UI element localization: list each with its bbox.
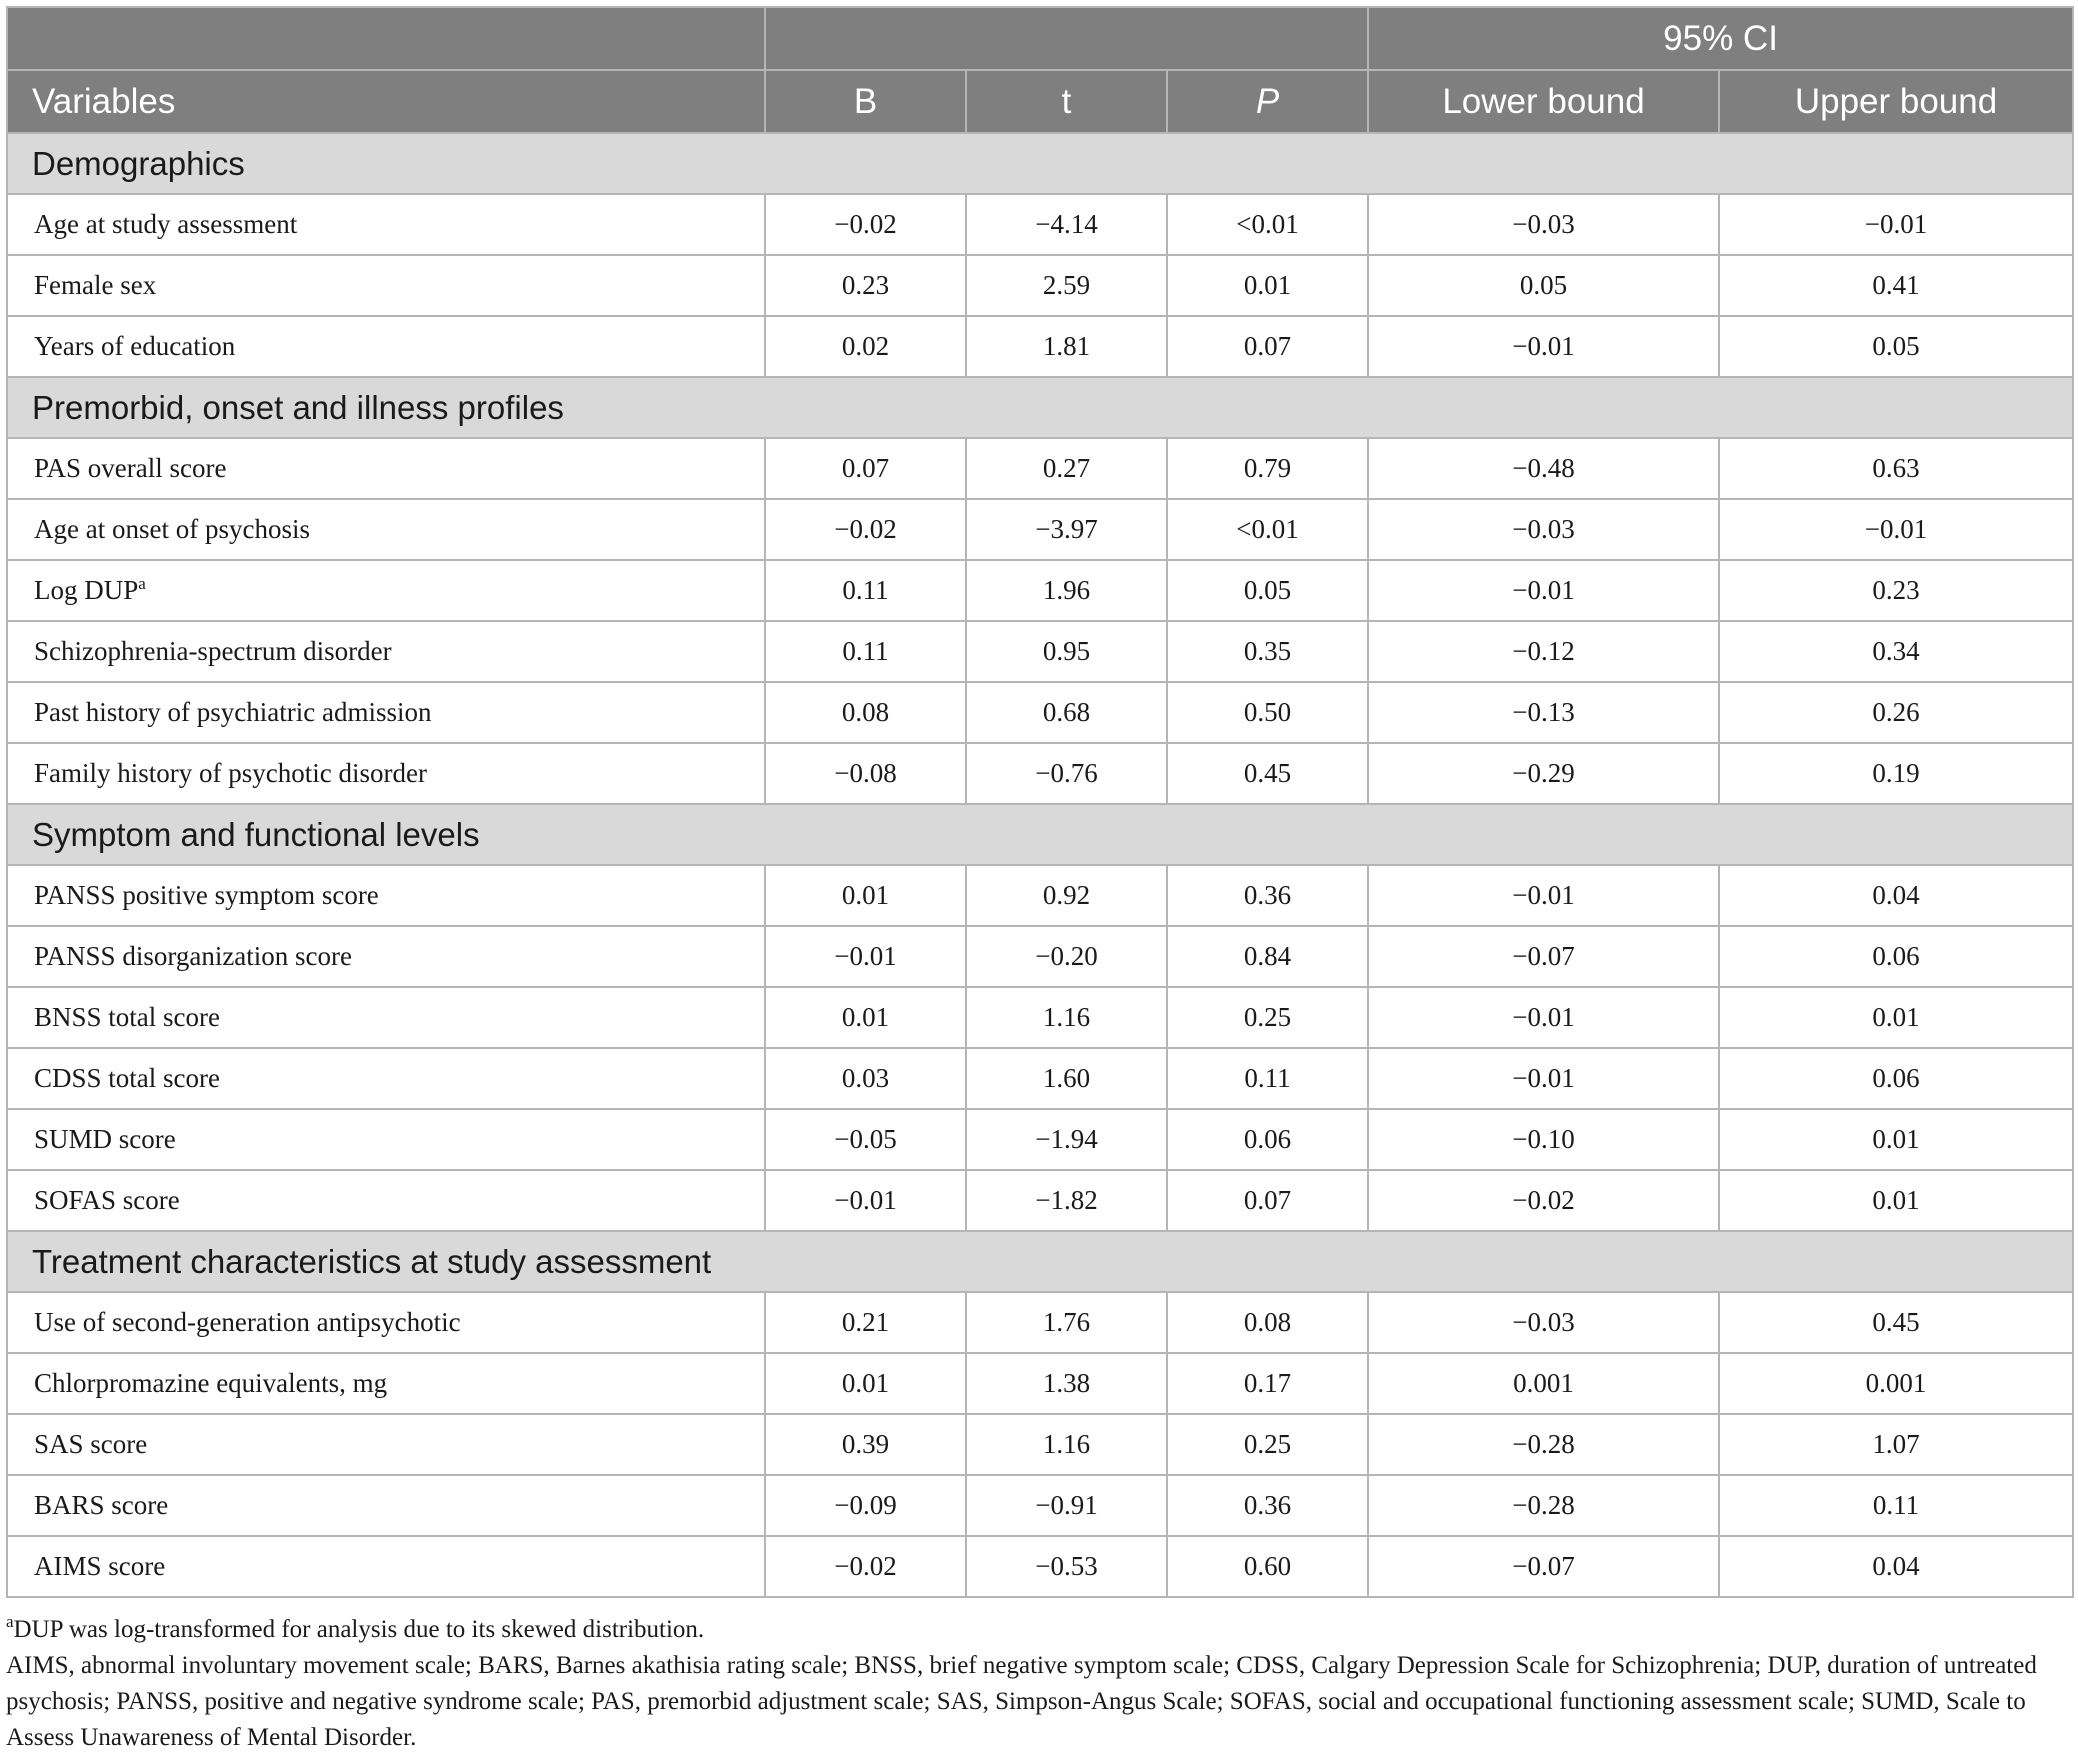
table-row <box>7 1170 2073 1231</box>
cell-variable <box>7 316 765 377</box>
col-header-upper-bound: Upper bound <box>1719 70 2073 133</box>
cell-t: −0.20 <box>966 926 1167 987</box>
cell-lower-bound: −0.07 <box>1368 1536 1719 1597</box>
cell-t: 1.76 <box>966 1292 1167 1353</box>
cell-lower-bound: −0.29 <box>1368 743 1719 804</box>
cell-b: 0.39 <box>765 1414 966 1475</box>
cell-lower-bound: −0.01 <box>1368 865 1719 926</box>
cell-upper-bound: 0.04 <box>1719 1536 2073 1597</box>
table-row <box>7 1109 2073 1170</box>
cell-upper-bound: 0.001 <box>1719 1353 2073 1414</box>
cell-b: −0.01 <box>765 926 966 987</box>
cell-upper-bound: 0.26 <box>1719 682 2073 743</box>
cell-p: 0.50 <box>1167 682 1368 743</box>
table-row <box>7 194 2073 255</box>
cell-lower-bound: −0.01 <box>1368 1048 1719 1109</box>
cell-lower-bound: −0.01 <box>1368 560 1719 621</box>
cell-b: 0.11 <box>765 621 966 682</box>
cell-p: 0.35 <box>1167 621 1368 682</box>
cell-t: 1.81 <box>966 316 1167 377</box>
ci-header: 95% CI <box>1368 7 2073 70</box>
cell-lower-bound: 0.05 <box>1368 255 1719 316</box>
table-row <box>7 621 2073 682</box>
cell-t: 1.38 <box>966 1353 1167 1414</box>
variable-label: BARS score <box>34 1490 169 1520</box>
cell-upper-bound: 0.01 <box>1719 1170 2073 1231</box>
cell-b: 0.01 <box>765 1353 966 1414</box>
table-row <box>7 987 2073 1048</box>
table-row <box>7 1292 2073 1353</box>
cell-variable <box>7 1353 765 1414</box>
cell-p: <0.01 <box>1167 499 1368 560</box>
cell-variable <box>7 438 765 499</box>
variable-label: SOFAS score <box>34 1185 180 1215</box>
cell-t: −1.94 <box>966 1109 1167 1170</box>
cell-p: 0.05 <box>1167 560 1368 621</box>
cell-lower-bound: −0.03 <box>1368 194 1719 255</box>
cell-p: 0.84 <box>1167 926 1368 987</box>
cell-lower-bound: −0.48 <box>1368 438 1719 499</box>
col-header-variables: Variables <box>7 70 765 133</box>
table-row <box>7 1475 2073 1536</box>
cell-lower-bound: 0.001 <box>1368 1353 1719 1414</box>
cell-t: −0.53 <box>966 1536 1167 1597</box>
cell-t: 0.27 <box>966 438 1167 499</box>
variable-label: PANSS disorganization score <box>34 941 353 971</box>
header-row-columns <box>7 70 2073 133</box>
table-row <box>7 1414 2073 1475</box>
variable-label: PANSS positive symptom score <box>34 880 379 910</box>
cell-t: 1.60 <box>966 1048 1167 1109</box>
col-header-lower-bound: Lower bound <box>1368 70 1719 133</box>
variable-label: SUMD score <box>34 1124 176 1154</box>
header-empty-span <box>765 7 1368 70</box>
cell-variable <box>7 987 765 1048</box>
cell-t: 0.95 <box>966 621 1167 682</box>
cell-b: −0.02 <box>765 1536 966 1597</box>
table-row <box>7 1353 2073 1414</box>
cell-upper-bound: 0.34 <box>1719 621 2073 682</box>
cell-upper-bound: 0.41 <box>1719 255 2073 316</box>
variable-label: Family history of psychotic disorder <box>34 758 427 788</box>
cell-p: 0.25 <box>1167 1414 1368 1475</box>
cell-lower-bound: −0.01 <box>1368 316 1719 377</box>
variable-label: Age at study assessment <box>34 209 298 239</box>
footnote-a <box>6 1612 2072 1648</box>
col-header-b: B <box>765 70 966 133</box>
cell-t: −3.97 <box>966 499 1167 560</box>
cell-b: 0.21 <box>765 1292 966 1353</box>
cell-variable <box>7 682 765 743</box>
footnote-a-marker: a <box>6 1612 14 1631</box>
cell-variable <box>7 255 765 316</box>
section-row <box>7 377 2073 438</box>
cell-p: 0.60 <box>1167 1536 1368 1597</box>
cell-t: 1.96 <box>966 560 1167 621</box>
cell-b: −0.01 <box>765 1170 966 1231</box>
footnote-abbreviations: AIMS, abnormal involuntary movement scale; BARS, Barnes akathisia rating scale; BNSS, brief negative symptom scale; CDSS, Calgary Depression Scale for Schizophrenia; DUP, duration of untreated psychosis; PANSS, positive and negative syndrome scale; PAS, premorbid adjustment scale; SAS, Simpson-Angus Scale; SOFAS, social and occupational functioning assessment scale; SUMD, Scale to Assess Unawareness of Mental Disorder. <box>6 1652 2037 1751</box>
cell-p: 0.25 <box>1167 987 1368 1048</box>
cell-lower-bound: −0.10 <box>1368 1109 1719 1170</box>
cell-upper-bound: 0.01 <box>1719 987 2073 1048</box>
regression-table-container <box>6 6 2072 1598</box>
cell-upper-bound: −0.01 <box>1719 499 2073 560</box>
section-title: Demographics <box>7 133 2073 194</box>
cell-lower-bound: −0.28 <box>1368 1414 1719 1475</box>
cell-lower-bound: −0.13 <box>1368 682 1719 743</box>
header-empty-cell <box>7 7 765 70</box>
section-row <box>7 1231 2073 1292</box>
variable-label: Use of second-generation antipsychotic <box>34 1307 461 1337</box>
cell-lower-bound: −0.12 <box>1368 621 1719 682</box>
cell-upper-bound: 0.06 <box>1719 1048 2073 1109</box>
table-row <box>7 682 2073 743</box>
regression-table <box>6 6 2074 1598</box>
cell-upper-bound: 0.23 <box>1719 560 2073 621</box>
cell-b: 0.11 <box>765 560 966 621</box>
cell-t: 1.16 <box>966 987 1167 1048</box>
cell-variable <box>7 560 765 621</box>
cell-p: 0.06 <box>1167 1109 1368 1170</box>
variable-label: Female sex <box>34 270 157 300</box>
table-row <box>7 438 2073 499</box>
cell-variable <box>7 1170 765 1231</box>
cell-upper-bound: 0.11 <box>1719 1475 2073 1536</box>
cell-p: <0.01 <box>1167 194 1368 255</box>
cell-variable <box>7 1048 765 1109</box>
variable-label: Years of education <box>34 331 236 361</box>
variable-label: SAS score <box>34 1429 148 1459</box>
cell-p: 0.01 <box>1167 255 1368 316</box>
col-header-t: t <box>966 70 1167 133</box>
cell-b: 0.02 <box>765 316 966 377</box>
cell-variable <box>7 621 765 682</box>
variable-label: Chlorpromazine equivalents, mg <box>34 1368 388 1398</box>
cell-b: −0.09 <box>765 1475 966 1536</box>
section-title: Premorbid, onset and illness profiles <box>7 377 2073 438</box>
cell-variable <box>7 1475 765 1536</box>
cell-t: 0.68 <box>966 682 1167 743</box>
variable-label: Log DUP <box>34 575 139 605</box>
table-row <box>7 499 2073 560</box>
col-header-p: P <box>1167 70 1368 133</box>
cell-b: 0.23 <box>765 255 966 316</box>
cell-b: −0.05 <box>765 1109 966 1170</box>
cell-upper-bound: 0.06 <box>1719 926 2073 987</box>
cell-p: 0.11 <box>1167 1048 1368 1109</box>
cell-upper-bound: 1.07 <box>1719 1414 2073 1475</box>
cell-t: −1.82 <box>966 1170 1167 1231</box>
cell-p: 0.17 <box>1167 1353 1368 1414</box>
table-footnotes <box>6 1612 2072 1756</box>
cell-p: 0.36 <box>1167 865 1368 926</box>
cell-t: 2.59 <box>966 255 1167 316</box>
cell-p: 0.07 <box>1167 316 1368 377</box>
variable-label: PAS overall score <box>34 453 227 483</box>
cell-t: −0.91 <box>966 1475 1167 1536</box>
cell-b: 0.08 <box>765 682 966 743</box>
table-row <box>7 1048 2073 1109</box>
cell-variable <box>7 1109 765 1170</box>
cell-upper-bound: 0.63 <box>1719 438 2073 499</box>
cell-b: 0.03 <box>765 1048 966 1109</box>
cell-p: 0.36 <box>1167 1475 1368 1536</box>
table-row <box>7 255 2073 316</box>
footnote-a-text: DUP was log-transformed for analysis due to its skewed distribution. <box>13 1616 705 1643</box>
cell-b: 0.01 <box>765 987 966 1048</box>
cell-upper-bound: 0.05 <box>1719 316 2073 377</box>
variable-label: AIMS score <box>34 1551 166 1581</box>
table-body <box>7 133 2073 1597</box>
table-row <box>7 316 2073 377</box>
cell-b: 0.07 <box>765 438 966 499</box>
section-row <box>7 804 2073 865</box>
header-row-ci <box>7 7 2073 70</box>
cell-upper-bound: 0.45 <box>1719 1292 2073 1353</box>
section-title: Symptom and functional levels <box>7 804 2073 865</box>
cell-lower-bound: −0.28 <box>1368 1475 1719 1536</box>
cell-b: −0.02 <box>765 194 966 255</box>
table-row <box>7 560 2073 621</box>
cell-variable <box>7 1536 765 1597</box>
cell-variable <box>7 1414 765 1475</box>
table-row <box>7 865 2073 926</box>
footnote-marker: a <box>138 574 146 593</box>
variable-label: CDSS total score <box>34 1063 220 1093</box>
variable-label: Past history of psychiatric admission <box>34 697 432 727</box>
section-title: Treatment characteristics at study assessment <box>7 1231 2073 1292</box>
variable-label: Schizophrenia-spectrum disorder <box>34 636 392 666</box>
cell-p: 0.45 <box>1167 743 1368 804</box>
cell-variable <box>7 743 765 804</box>
table-row <box>7 1536 2073 1597</box>
variable-label: Age at onset of psychosis <box>34 514 310 544</box>
cell-upper-bound: 0.19 <box>1719 743 2073 804</box>
cell-b: 0.01 <box>765 865 966 926</box>
cell-p: 0.07 <box>1167 1170 1368 1231</box>
table-row <box>7 926 2073 987</box>
cell-lower-bound: −0.07 <box>1368 926 1719 987</box>
table-row <box>7 743 2073 804</box>
cell-t: 0.92 <box>966 865 1167 926</box>
cell-t: −4.14 <box>966 194 1167 255</box>
cell-variable <box>7 926 765 987</box>
cell-upper-bound: 0.04 <box>1719 865 2073 926</box>
cell-upper-bound: −0.01 <box>1719 194 2073 255</box>
cell-lower-bound: −0.03 <box>1368 1292 1719 1353</box>
table-header <box>7 7 2073 133</box>
cell-variable <box>7 865 765 926</box>
cell-variable <box>7 499 765 560</box>
cell-b: −0.08 <box>765 743 966 804</box>
cell-upper-bound: 0.01 <box>1719 1109 2073 1170</box>
cell-b: −0.02 <box>765 499 966 560</box>
cell-p: 0.79 <box>1167 438 1368 499</box>
cell-lower-bound: −0.02 <box>1368 1170 1719 1231</box>
cell-variable <box>7 1292 765 1353</box>
cell-p: 0.08 <box>1167 1292 1368 1353</box>
cell-t: −0.76 <box>966 743 1167 804</box>
cell-lower-bound: −0.01 <box>1368 987 1719 1048</box>
variable-label: BNSS total score <box>34 1002 220 1032</box>
cell-t: 1.16 <box>966 1414 1167 1475</box>
cell-lower-bound: −0.03 <box>1368 499 1719 560</box>
cell-variable <box>7 194 765 255</box>
section-row <box>7 133 2073 194</box>
